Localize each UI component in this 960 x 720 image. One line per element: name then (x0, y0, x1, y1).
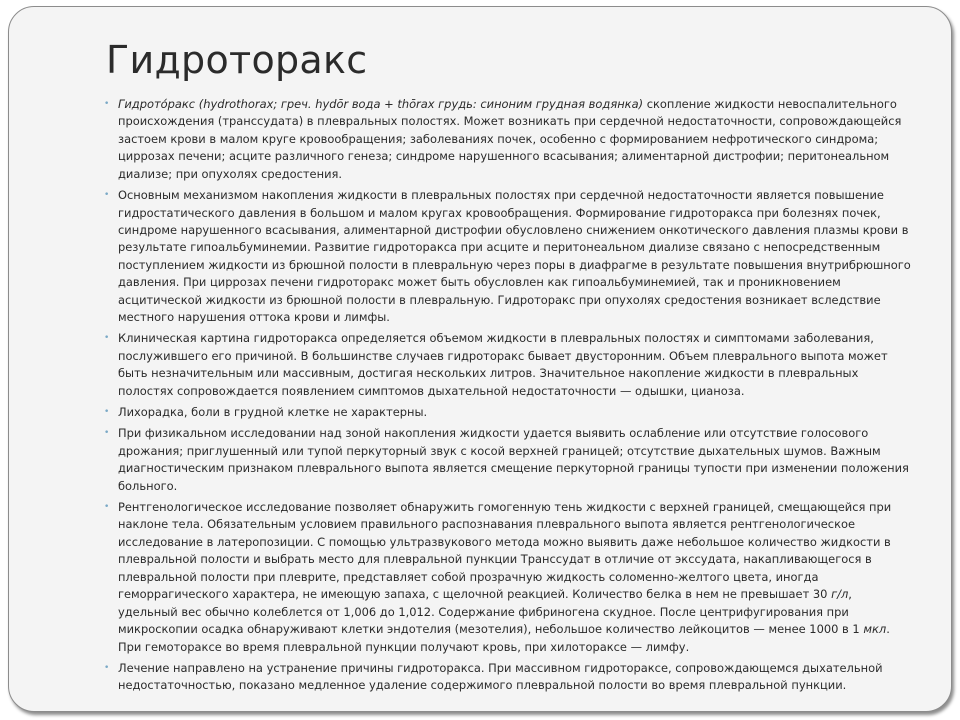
radiology-text-part3: . При гемотораксе во время плевральной пункции получают кровь, при хилотораксе — лимфу. (118, 622, 890, 654)
bullet-icon: • (104, 501, 110, 512)
clinical-picture-text: Клиническая картина гидроторакса определяется объемом жидкости в плевральных полостях и симптомами заболевания, послужившего его причиной. В большинстве случаев гидроторакс бывает двусторонним. Объем плеврального выпота может быть незначительным или массивным, достигая нескольких литров. Значительное накопление жидкости в плевральных полостях сопровождается появлением симптомов дыхательной недостаточности — одышки, цианоза. (118, 331, 888, 398)
radiology-text-part1: Рентгенологическое исследование позволяет обнаружить гомогенную тень жидкости с верхней границей, смещающейся при наклоне тела. Обязательным условием правильного распознавания плеврального выпота является рентгенологическое исследование в латеропозиции. С помощью ультразвукового метода можно выявить даже небольшое количество жидкости в плевральной полости и выбрать место для плевральной пункции Транссудат в отличие от экссудата, накапливающегося в плевральной полости при плеврите, представляет собой прозрачную жидкость соломенно-желтого цвета, иногда геморрагического характера, не имеющую запаха, с щелочной реакцией. Количество белка в нем не превышает 30 (118, 499, 892, 602)
bullet-definition (102, 96, 914, 183)
definition-term: Гидрото́ракс (hydrothorax; греч. hydōr вода + thōrax грудь: синоним грудная водянка) (118, 97, 644, 111)
radiology-text-part2: , удельный вес обычно колеблется от 1,006 до 1,012. Содержание фибриногена скудное. После центрифугирования при микроскопии осадка обнаруживают клетки эндотелия (мезотелия), небольшое количество лейкоцитов — менее 1000 в 1 (118, 587, 864, 637)
bullet-icon: • (104, 99, 110, 109)
treatment-text: Лечение направлено на устранение причины гидроторакса. При массивном гидротораксе, сопровождающемся дыхательной недостаточностью, показано медленное удаление содержимого плевральной полости во время плевральной пункции. (118, 660, 883, 693)
bullet-clinical-picture (102, 330, 914, 400)
unit-mcl: мкл (863, 622, 887, 637)
bullet-icon: • (104, 190, 110, 201)
bullet-physical-exam (102, 425, 914, 495)
bullet-icon: • (104, 662, 110, 673)
bullet-treatment (102, 660, 914, 695)
physical-exam-text: При физикальном исследовании над зоной накопления жидкости удается выявить ослабление или отсутствие голосового дрожания; приглушенный или тупой перкуторный звук с косой верхней границей; отсутствие дыхательных шумов. Важным диагностическим признаком плеврального выпота является смещение перкуторной границы тупости при изменении положения больного. (118, 426, 909, 493)
bullet-radiology (102, 499, 914, 656)
fever-text: Лихорадка, боли в грудной клетке не характерны. (118, 405, 428, 420)
slide-body (102, 96, 914, 699)
unit-g-per-l: г/л (831, 587, 849, 602)
bullet-mechanism (102, 187, 914, 327)
definition-text: скопление жидкости невоспалительного происхождения (транссудата) в плевральных полостях. Может возникать при сердечной недостаточности, сопровождающейся застоем крови в малом круге кровообращения; заболеваниях почек, особенно с формированием нефротического синдрома; циррозах печени; асците различного генеза; синдроме нарушенного всасывания; алиментарной дистрофии; перитонеальном диализе; при опухолях средостения. (118, 97, 902, 181)
bullet-icon: • (104, 333, 110, 344)
bullet-icon: • (104, 407, 110, 418)
bullet-icon: • (104, 428, 110, 439)
bullet-fever (102, 404, 914, 421)
slide-title: Гидроторакс (106, 38, 368, 82)
mechanism-text: Основным механизмом накопления жидкости в плевральных полостях при сердечной недостаточности является повышение гидростатического давления в большом и малом кругах кровообращения. Формирование гидроторакса при болезнях почек, синдроме нарушенного всасывания, алиментарной дистрофии обусловлено снижением онкотического давления плазмы крови в результате гипоальбуминемии. Развитие гидроторакса при асците и перитонеальном диализе связано с непосредственным поступлением жидкости из брюшной полости в плевральную через поры в диафрагме в результате повышения внутрибрюшного давления. При циррозах печени гидроторакс может быть обусловлен как гипоальбуминемией, так и проникновением асцитической жидкости из брюшной полости в плевральную. Гидроторакс при опухолях средостения возникает вследствие местного нарушения оттока крови и лимфы. (118, 188, 911, 325)
